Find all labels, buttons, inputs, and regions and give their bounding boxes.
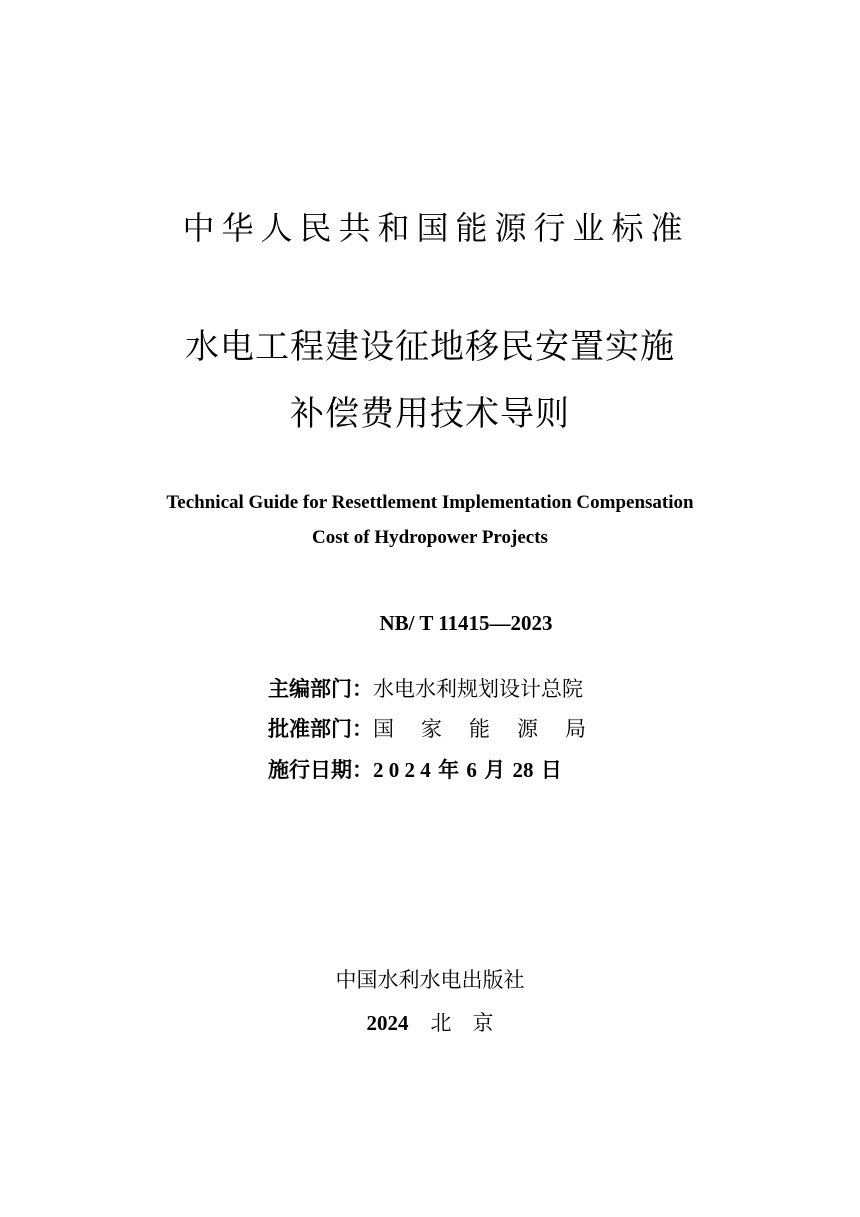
publication-year: 2024 (366, 1011, 409, 1035)
approver-char: 源 (517, 717, 538, 741)
standard-category: 中华人民共和国能源行业标准 (182, 209, 690, 247)
effective-month: 6 (466, 758, 477, 782)
english-title-line-1: Technical Guide for Resettlement Implementation Compensation (166, 492, 694, 513)
publication-place-year (0, 1008, 860, 1038)
standard-code: NB/ T 11415—2023 (379, 611, 553, 635)
effective-year: 2 0 2 4 (373, 758, 431, 782)
document-title-line-2: 补偿费用技术导则 (290, 394, 570, 434)
approver-char: 局 (565, 717, 586, 741)
publisher: 中国水利水电出版社 (335, 968, 525, 992)
effective-date-row (268, 755, 562, 785)
approver-char: 能 (469, 717, 490, 741)
effective-day: 28 (512, 758, 534, 782)
effective-date-label: 施行日期： (268, 758, 373, 782)
approver-char: 国 (373, 717, 394, 741)
chief-editor-value: 水电水利规划设计总院 (373, 677, 583, 701)
year-unit: 年 (438, 758, 460, 782)
approver-label: 批准部门： (268, 717, 373, 741)
approver-char: 家 (421, 717, 442, 741)
english-title-line-2: Cost of Hydropower Projects (312, 527, 548, 548)
approver-row (268, 714, 586, 744)
document-title-line-1: 水电工程建设征地移民安置实施 (185, 327, 675, 367)
chief-editor-label: 主编部门： (268, 677, 373, 701)
publication-city: 北 京 (430, 1011, 494, 1035)
chief-editor-row (268, 674, 583, 704)
month-unit: 月 (484, 758, 506, 782)
day-unit: 日 (540, 758, 562, 782)
effective-date-value (373, 758, 562, 782)
approver-value (373, 717, 586, 741)
